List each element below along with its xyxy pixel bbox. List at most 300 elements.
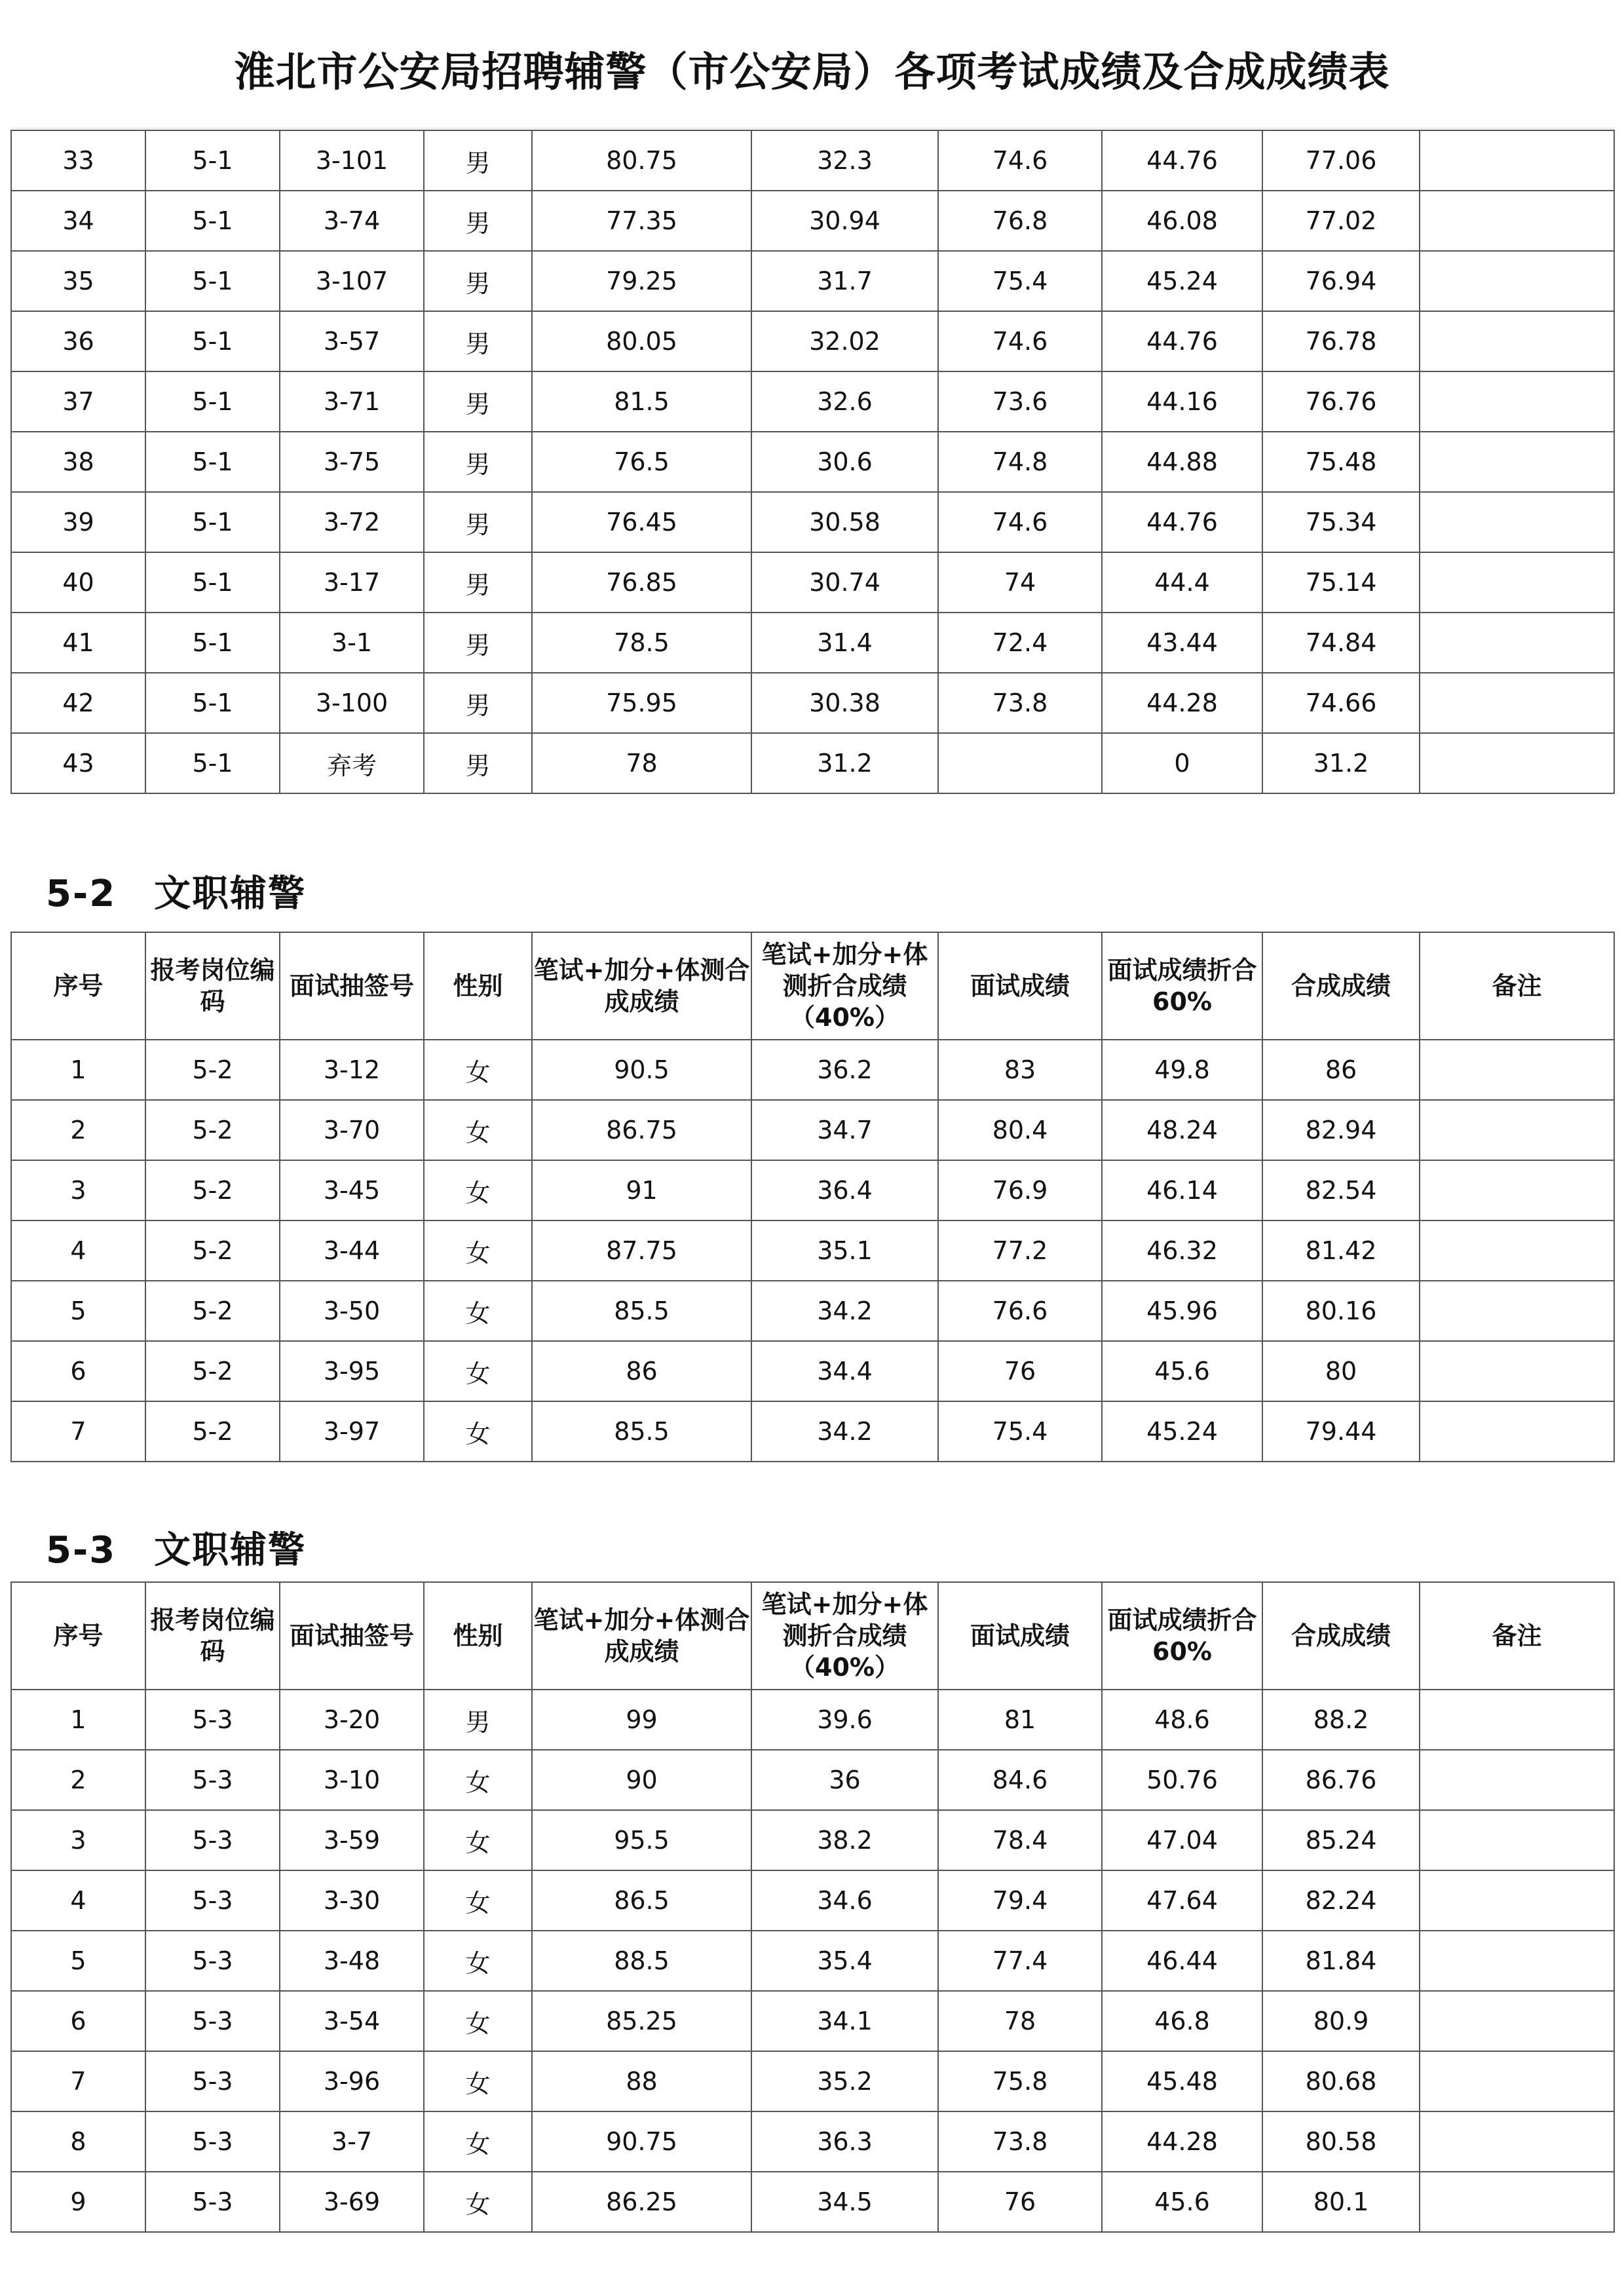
table-cell: 34.7 — [751, 1100, 938, 1160]
table-row — [11, 2111, 1614, 2172]
table-cell: 男 — [424, 311, 532, 371]
table-cell — [1420, 1870, 1614, 1931]
table-cell: 75.8 — [938, 2051, 1102, 2111]
table-cell — [1420, 251, 1614, 311]
table-cell: 78 — [532, 733, 751, 793]
table-cell: 74.6 — [938, 311, 1102, 371]
table-cell — [1420, 613, 1614, 673]
table-cell: 76.45 — [532, 492, 751, 552]
table-cell — [1420, 1341, 1614, 1401]
column-header: 面试成绩折合60% — [1102, 932, 1262, 1040]
table-cell: 80.4 — [938, 1100, 1102, 1160]
table-cell: 女 — [424, 1810, 532, 1870]
column-header: 笔试+加分+体测合成成绩 — [532, 1582, 751, 1690]
table-cell: 32.6 — [751, 371, 938, 432]
table-cell: 90.75 — [532, 2111, 751, 2172]
section-title-5-3: 5-3 文职辅警 — [46, 1529, 307, 1572]
table-cell: 5-1 — [145, 191, 280, 251]
table-cell: 80.05 — [532, 311, 751, 371]
table-cell: 3-70 — [280, 1100, 424, 1160]
table-cell: 35 — [11, 251, 145, 311]
table-cell: 80.58 — [1262, 2111, 1420, 2172]
table-row — [11, 1100, 1614, 1160]
table-cell: 5-3 — [145, 2051, 280, 2111]
table-cell: 81.42 — [1262, 1220, 1420, 1281]
table-cell: 95.5 — [532, 1810, 751, 1870]
table-cell: 3-75 — [280, 432, 424, 492]
table-cell: 74.8 — [938, 432, 1102, 492]
table-cell: 80 — [1262, 1341, 1420, 1401]
table-cell: 82.94 — [1262, 1100, 1420, 1160]
column-header: 面试抽签号 — [280, 932, 424, 1040]
table-row — [11, 1750, 1614, 1810]
table-cell: 46.8 — [1102, 1991, 1262, 2051]
table-cell: 5-1 — [145, 492, 280, 552]
table-cell: 3-74 — [280, 191, 424, 251]
table-cell: 75.14 — [1262, 552, 1420, 613]
table-cell — [1420, 1401, 1614, 1462]
table-cell: 5-3 — [145, 1810, 280, 1870]
table-cell: 女 — [424, 1220, 532, 1281]
table-cell: 90.5 — [532, 1040, 751, 1100]
table-cell: 88.2 — [1262, 1690, 1420, 1750]
table-cell: 1 — [11, 1040, 145, 1100]
table-cell: 3-10 — [280, 1750, 424, 1810]
page-title: 淮北市公安局招聘辅警（市公安局）各项考试成绩及合成成绩表 — [234, 48, 1390, 96]
table-cell: 76.5 — [532, 432, 751, 492]
table-cell: 女 — [424, 1750, 532, 1810]
table-cell: 弃考 — [280, 733, 424, 793]
table-cell: 31.7 — [751, 251, 938, 311]
table-cell: 43 — [11, 733, 145, 793]
table-cell: 76.9 — [938, 1160, 1102, 1220]
table-row — [11, 1040, 1614, 1100]
table-cell: 78 — [938, 1991, 1102, 2051]
table-cell: 45.48 — [1102, 2051, 1262, 2111]
column-header: 序号 — [11, 1582, 145, 1690]
table-cell: 80.75 — [532, 130, 751, 191]
table-cell: 86 — [1262, 1040, 1420, 1100]
table-cell: 35.4 — [751, 1931, 938, 1991]
table-cell: 34.4 — [751, 1341, 938, 1401]
table-cell: 88 — [532, 2051, 751, 2111]
table-cell: 75.95 — [532, 673, 751, 733]
table-cell: 37 — [11, 371, 145, 432]
table-cell: 5-1 — [145, 552, 280, 613]
table-cell: 男 — [424, 130, 532, 191]
section-title-5-2: 5-2 文职辅警 — [46, 873, 307, 915]
table-cell: 3-72 — [280, 492, 424, 552]
table-cell: 34.2 — [751, 1401, 938, 1462]
table-cell — [1420, 1100, 1614, 1160]
column-header: 笔试+加分+体测折合成绩（40%） — [751, 1582, 938, 1690]
table-cell: 3-17 — [280, 552, 424, 613]
table-cell: 女 — [424, 1281, 532, 1341]
table-cell: 45.6 — [1102, 2172, 1262, 2232]
table-cell: 3-100 — [280, 673, 424, 733]
table-cell: 34.5 — [751, 2172, 938, 2232]
table-cell — [1420, 673, 1614, 733]
table-cell: 48.24 — [1102, 1100, 1262, 1160]
table-cell: 男 — [424, 432, 532, 492]
table-cell: 32.3 — [751, 130, 938, 191]
table-row — [11, 191, 1614, 251]
table-cell: 74.6 — [938, 492, 1102, 552]
table-row — [11, 2051, 1614, 2111]
table-cell: 44.16 — [1102, 371, 1262, 432]
table-cell: 76.76 — [1262, 371, 1420, 432]
table-cell: 5-1 — [145, 251, 280, 311]
table-cell: 7 — [11, 1401, 145, 1462]
table-row — [11, 492, 1614, 552]
table-cell: 5-1 — [145, 613, 280, 673]
table-cell — [1420, 432, 1614, 492]
table-cell: 3-45 — [280, 1160, 424, 1220]
table-cell: 48.6 — [1102, 1690, 1262, 1750]
table-cell — [1420, 1810, 1614, 1870]
table-cell: 81.5 — [532, 371, 751, 432]
table-cell: 36 — [751, 1750, 938, 1810]
table-cell: 女 — [424, 1991, 532, 2051]
table-cell: 3-95 — [280, 1341, 424, 1401]
table-row — [11, 1160, 1614, 1220]
table-cell: 85.25 — [532, 1991, 751, 2051]
table-cell: 32.02 — [751, 311, 938, 371]
table-cell: 41 — [11, 613, 145, 673]
table-5-1-continued — [10, 130, 1615, 794]
table-cell: 5-3 — [145, 1870, 280, 1931]
table-cell: 男 — [424, 191, 532, 251]
table-cell: 女 — [424, 2172, 532, 2232]
table-cell: 50.76 — [1102, 1750, 1262, 1810]
table-cell: 6 — [11, 1991, 145, 2051]
table-cell: 33 — [11, 130, 145, 191]
table-cell: 78.4 — [938, 1810, 1102, 1870]
table-cell: 5-2 — [145, 1401, 280, 1462]
table-cell: 44.76 — [1102, 130, 1262, 191]
table-row — [11, 1931, 1614, 1991]
table-cell — [1420, 1281, 1614, 1341]
table-cell: 3-50 — [280, 1281, 424, 1341]
table-cell — [1420, 1690, 1614, 1750]
table-cell: 46.14 — [1102, 1160, 1262, 1220]
table-cell: 76.85 — [532, 552, 751, 613]
table-cell: 5-1 — [145, 432, 280, 492]
table-cell — [1420, 311, 1614, 371]
table-cell: 83 — [938, 1040, 1102, 1100]
table-cell: 女 — [424, 1040, 532, 1100]
table-cell: 76.8 — [938, 191, 1102, 251]
table-cell: 31.2 — [1262, 733, 1420, 793]
table-row — [11, 552, 1614, 613]
table-cell: 42 — [11, 673, 145, 733]
table-cell: 75.48 — [1262, 432, 1420, 492]
table-cell: 86.76 — [1262, 1750, 1420, 1810]
table-cell: 73.8 — [938, 673, 1102, 733]
table-cell: 男 — [424, 492, 532, 552]
table-cell: 76 — [938, 1341, 1102, 1401]
table-cell: 75.4 — [938, 1401, 1102, 1462]
table-cell: 77.35 — [532, 191, 751, 251]
table-cell: 85.24 — [1262, 1810, 1420, 1870]
table-cell: 81.84 — [1262, 1931, 1420, 1991]
table-cell: 75.34 — [1262, 492, 1420, 552]
table-cell: 45.6 — [1102, 1341, 1262, 1401]
table-cell — [1420, 1040, 1614, 1100]
table-cell: 44.88 — [1102, 432, 1262, 492]
table-row — [11, 2172, 1614, 2232]
table-cell: 49.8 — [1102, 1040, 1262, 1100]
column-header: 报考岗位编码 — [145, 932, 280, 1040]
table-cell: 36.2 — [751, 1040, 938, 1100]
table-cell — [1420, 492, 1614, 552]
table-cell: 79.44 — [1262, 1401, 1420, 1462]
table-cell: 99 — [532, 1690, 751, 1750]
column-header: 序号 — [11, 932, 145, 1040]
table-cell: 5-1 — [145, 311, 280, 371]
table-row — [11, 130, 1614, 191]
table-row — [11, 1220, 1614, 1281]
table-cell: 77.02 — [1262, 191, 1420, 251]
table-cell: 86 — [532, 1341, 751, 1401]
table-row — [11, 1810, 1614, 1870]
table-cell: 5-1 — [145, 130, 280, 191]
table-cell: 3-20 — [280, 1690, 424, 1750]
table-cell: 31.2 — [751, 733, 938, 793]
table-cell: 38.2 — [751, 1810, 938, 1870]
table-cell: 5-1 — [145, 673, 280, 733]
table-cell — [1420, 1160, 1614, 1220]
table-cell: 86.5 — [532, 1870, 751, 1931]
table-cell: 5-3 — [145, 1991, 280, 2051]
table-cell: 44.4 — [1102, 552, 1262, 613]
table-cell: 5-3 — [145, 2172, 280, 2232]
table-cell — [1420, 552, 1614, 613]
table-cell: 75.4 — [938, 251, 1102, 311]
table-cell: 5 — [11, 1931, 145, 1991]
table-cell: 77.06 — [1262, 130, 1420, 191]
table-cell: 30.94 — [751, 191, 938, 251]
table-cell: 91 — [532, 1160, 751, 1220]
table-cell: 8 — [11, 2111, 145, 2172]
table-cell: 90 — [532, 1750, 751, 1810]
table-row — [11, 251, 1614, 311]
table-cell: 3-69 — [280, 2172, 424, 2232]
table-cell: 5-3 — [145, 1690, 280, 1750]
column-header: 性别 — [424, 1582, 532, 1690]
table-cell: 4 — [11, 1870, 145, 1931]
column-header: 性别 — [424, 932, 532, 1040]
table-row — [11, 1870, 1614, 1931]
table-cell: 3-59 — [280, 1810, 424, 1870]
table-cell: 44.76 — [1102, 492, 1262, 552]
table-cell: 1 — [11, 1690, 145, 1750]
table-cell: 74.84 — [1262, 613, 1420, 673]
table-row — [11, 1690, 1614, 1750]
table-cell: 47.64 — [1102, 1870, 1262, 1931]
table-row — [11, 1991, 1614, 2051]
table-cell: 34.1 — [751, 1991, 938, 2051]
table-cell: 5-3 — [145, 2111, 280, 2172]
table-cell: 5-1 — [145, 733, 280, 793]
table-cell: 85.5 — [532, 1281, 751, 1341]
table-row — [11, 1401, 1614, 1462]
table-cell: 3-57 — [280, 311, 424, 371]
table-cell: 45.24 — [1102, 251, 1262, 311]
column-header: 笔试+加分+体测折合成绩（40%） — [751, 932, 938, 1040]
table-cell — [1420, 2111, 1614, 2172]
table-row — [11, 673, 1614, 733]
table-cell: 39 — [11, 492, 145, 552]
table-cell: 46.44 — [1102, 1931, 1262, 1991]
table-cell — [1420, 1991, 1614, 2051]
table-cell: 36 — [11, 311, 145, 371]
table-cell: 82.24 — [1262, 1870, 1420, 1931]
table-row — [11, 1281, 1614, 1341]
table-cell — [1420, 130, 1614, 191]
table-cell: 35.1 — [751, 1220, 938, 1281]
table-cell: 男 — [424, 251, 532, 311]
table-cell: 3-97 — [280, 1401, 424, 1462]
table-cell: 38 — [11, 432, 145, 492]
table-cell — [1420, 1931, 1614, 1991]
table-cell: 女 — [424, 1160, 532, 1220]
table-row — [11, 371, 1614, 432]
table-cell: 43.44 — [1102, 613, 1262, 673]
table-cell: 80.16 — [1262, 1281, 1420, 1341]
table-cell: 5-2 — [145, 1220, 280, 1281]
table-row — [11, 311, 1614, 371]
table-5-3 — [10, 1581, 1615, 2233]
table-cell: 44.28 — [1102, 673, 1262, 733]
table-cell: 82.54 — [1262, 1160, 1420, 1220]
table-cell: 5-2 — [145, 1341, 280, 1401]
table-cell: 85.5 — [532, 1401, 751, 1462]
table-cell: 47.04 — [1102, 1810, 1262, 1870]
table-cell: 5-2 — [145, 1100, 280, 1160]
column-header: 面试成绩 — [938, 1582, 1102, 1690]
table-cell: 39.6 — [751, 1690, 938, 1750]
table-cell: 3-96 — [280, 2051, 424, 2111]
table-cell: 5-1 — [145, 371, 280, 432]
table-cell: 3 — [11, 1810, 145, 1870]
table-cell: 76.78 — [1262, 311, 1420, 371]
table-cell: 74.66 — [1262, 673, 1420, 733]
table-cell: 4 — [11, 1220, 145, 1281]
column-header: 报考岗位编码 — [145, 1582, 280, 1690]
table-cell: 81 — [938, 1690, 1102, 1750]
table-cell: 0 — [1102, 733, 1262, 793]
table-cell: 5 — [11, 1281, 145, 1341]
table-cell: 44.28 — [1102, 2111, 1262, 2172]
table-cell: 男 — [424, 371, 532, 432]
table-cell: 3-1 — [280, 613, 424, 673]
table-cell: 86.75 — [532, 1100, 751, 1160]
table-row — [11, 733, 1614, 793]
table-cell: 76.94 — [1262, 251, 1420, 311]
table-cell: 84.6 — [938, 1750, 1102, 1810]
table-cell: 34.2 — [751, 1281, 938, 1341]
table-row — [11, 432, 1614, 492]
table-cell: 87.75 — [532, 1220, 751, 1281]
table-5-2 — [10, 932, 1615, 1462]
table-cell — [1420, 2172, 1614, 2232]
table-cell: 45.24 — [1102, 1401, 1262, 1462]
table-cell: 30.74 — [751, 552, 938, 613]
table-cell: 44.76 — [1102, 311, 1262, 371]
table-cell — [938, 733, 1102, 793]
table-cell: 76.6 — [938, 1281, 1102, 1341]
table-cell: 3-30 — [280, 1870, 424, 1931]
table-cell: 女 — [424, 2111, 532, 2172]
table-cell: 72.4 — [938, 613, 1102, 673]
table-cell: 80.9 — [1262, 1991, 1420, 2051]
table-cell: 3-54 — [280, 1991, 424, 2051]
table-cell: 女 — [424, 1401, 532, 1462]
table-cell: 3-107 — [280, 251, 424, 311]
table-cell: 40 — [11, 552, 145, 613]
table-cell: 女 — [424, 1931, 532, 1991]
table-cell: 30.38 — [751, 673, 938, 733]
table-cell: 3-71 — [280, 371, 424, 432]
table-cell: 男 — [424, 1690, 532, 1750]
table-cell: 36.4 — [751, 1160, 938, 1220]
table-cell: 79.25 — [532, 251, 751, 311]
table-cell: 2 — [11, 1750, 145, 1810]
column-header: 面试成绩 — [938, 932, 1102, 1040]
table-cell: 80.1 — [1262, 2172, 1420, 2232]
table-cell: 男 — [424, 733, 532, 793]
table-cell: 3-48 — [280, 1931, 424, 1991]
table-cell: 80.68 — [1262, 2051, 1420, 2111]
table-cell: 3-7 — [280, 2111, 424, 2172]
table-cell: 9 — [11, 2172, 145, 2232]
table-cell: 88.5 — [532, 1931, 751, 1991]
table-cell: 5-2 — [145, 1281, 280, 1341]
table-cell: 36.3 — [751, 2111, 938, 2172]
column-header: 面试成绩折合60% — [1102, 1582, 1262, 1690]
table-cell: 31.4 — [751, 613, 938, 673]
table-row — [11, 1341, 1614, 1401]
table-cell: 74 — [938, 552, 1102, 613]
table-cell — [1420, 371, 1614, 432]
table-cell: 77.2 — [938, 1220, 1102, 1281]
table-cell — [1420, 2051, 1614, 2111]
table-cell: 女 — [424, 1100, 532, 1160]
table-cell: 34.6 — [751, 1870, 938, 1931]
column-header: 合成成绩 — [1262, 932, 1420, 1040]
table-cell: 女 — [424, 1341, 532, 1401]
table-cell: 34 — [11, 191, 145, 251]
table-cell: 35.2 — [751, 2051, 938, 2111]
table-cell: 3-12 — [280, 1040, 424, 1100]
table-cell — [1420, 733, 1614, 793]
table-row — [11, 613, 1614, 673]
table-cell: 6 — [11, 1341, 145, 1401]
column-header: 合成成绩 — [1262, 1582, 1420, 1690]
table-cell: 5-3 — [145, 1931, 280, 1991]
column-header: 笔试+加分+体测合成成绩 — [532, 932, 751, 1040]
column-header: 面试抽签号 — [280, 1582, 424, 1690]
table-cell: 73.6 — [938, 371, 1102, 432]
table-cell: 30.58 — [751, 492, 938, 552]
table-cell: 77.4 — [938, 1931, 1102, 1991]
table-cell: 男 — [424, 613, 532, 673]
table-cell: 女 — [424, 2051, 532, 2111]
table-cell — [1420, 191, 1614, 251]
table-cell: 45.96 — [1102, 1281, 1262, 1341]
column-header: 备注 — [1420, 1582, 1614, 1690]
